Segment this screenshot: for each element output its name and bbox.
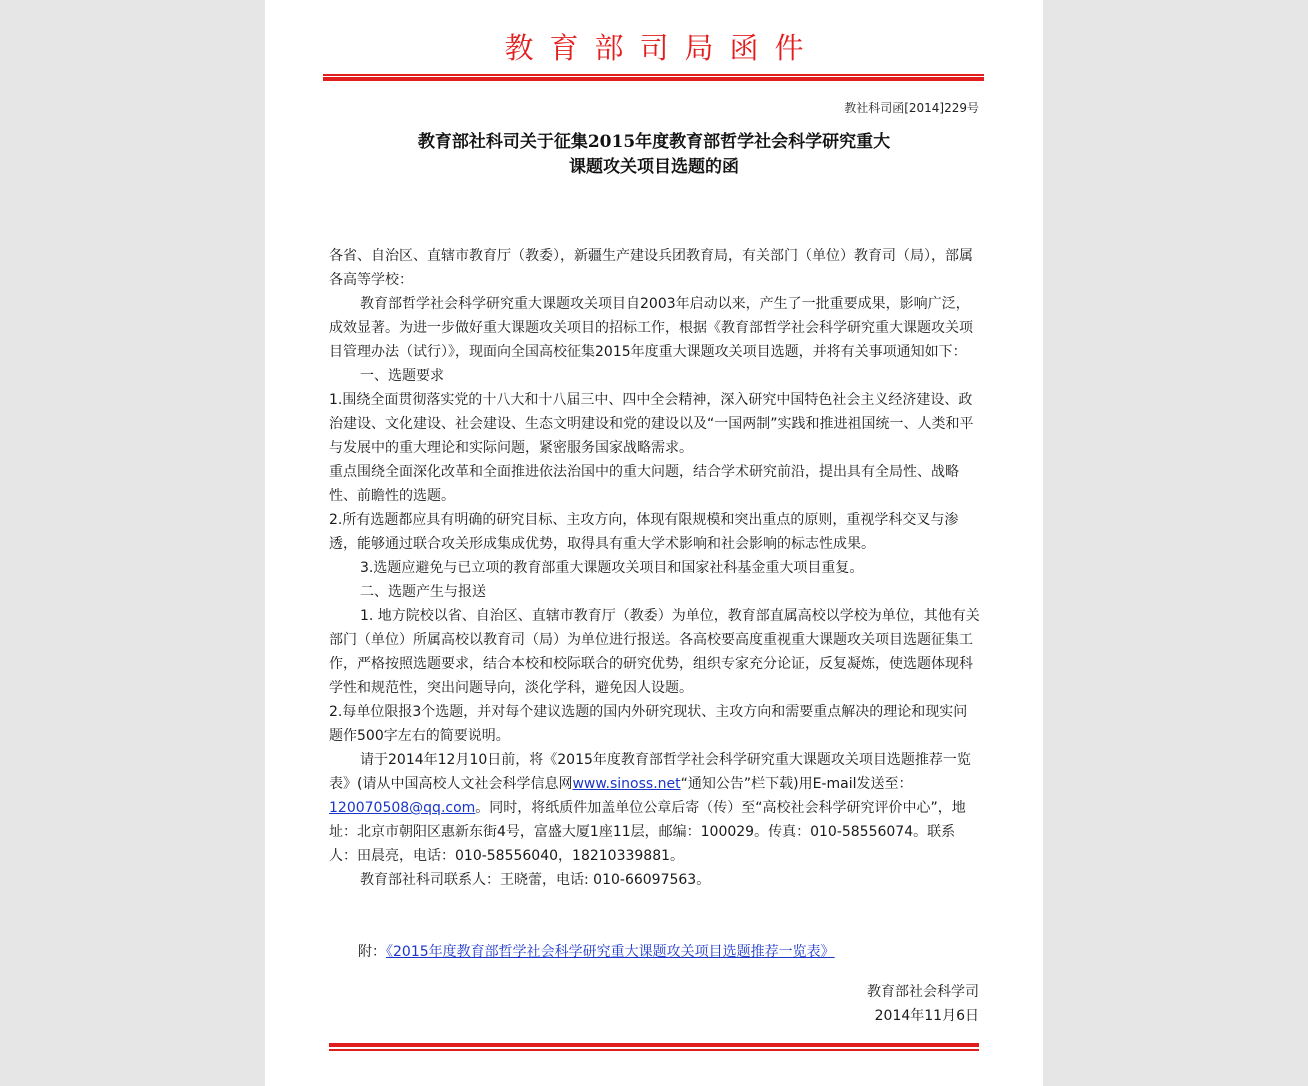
signature-date: 2014年11月6日 — [874, 1008, 979, 1024]
header-divider-thin — [323, 74, 984, 76]
letter-body — [329, 244, 981, 892]
document-page — [265, 0, 1043, 1086]
attachment-line — [358, 940, 835, 964]
document-number: 教社科司函[2014]229号 — [844, 101, 979, 115]
requirement-1-focus: 重点围绕全面深化改革和全面推进依法治国中的重大问题，结合学术研究前沿，提出具有全局性、战略性、前瞻性的选题。 — [329, 464, 959, 504]
submission-text-c: 。同时，将纸质件加盖单位公章后寄（传）至“高校社会科学研究评价中心”，地址：北京市朝阳区惠新东街4号，富盛大厦1座11层，邮编：100029。传真：010-58556074。联系人：田晨亮，电话：010-58556040，18210339881。 — [329, 800, 966, 864]
submission-instructions — [329, 748, 981, 868]
document-title-line-2: 课题攻关项目选题的函 — [569, 157, 739, 177]
footer-divider-thin — [329, 1049, 979, 1051]
sinoss-link[interactable]: www.sinoss.net — [572, 776, 681, 792]
office-contact: 教育部社科司联系人：王晓蕾，电话: 010-66097563。 — [360, 872, 711, 888]
submission-text-b: “通知公告”栏下载)用E-mail发送至： — [680, 776, 913, 792]
addressee: 各省、自治区、直辖市教育厅（教委），新疆生产建设兵团教育局，有关部门（单位）教育司（局），部属各高等学校： — [329, 248, 973, 288]
submission-2: 2.每单位限报3个选题，并对每个建议选题的国内外研究现状、主攻方向和需要重点解决的理论和现实问题作500字左右的简要说明。 — [329, 704, 968, 744]
document-title-line-1: 教育部社科司关于征集2015年度教育部哲学社会科学研究重大 — [417, 132, 891, 152]
section-heading-1: 一、选题要求 — [360, 368, 444, 384]
email-link[interactable]: 12007050​8@qq.com — [329, 800, 476, 816]
letterhead-title: 教育部司局函件 — [504, 31, 820, 65]
requirement-2: 2.所有选题都应具有明确的研究目标、主攻方向，体现有限规模和突出重点的原则，重视学科交叉与渗透，能够通过联合攻关形成集成优势，取得具有重大学术影响和社会影响的标志性成果。 — [329, 512, 959, 552]
attachment-link[interactable]: 《2015年度教育部哲学社会科学研究重大课题攻关项目选题推荐一览表》 — [386, 944, 835, 960]
signature-block — [867, 980, 979, 1028]
signature-org: 教育部社会科学司 — [867, 984, 979, 1000]
submission-text-a: 请于2014年12月10日前，将《2015年度教育部哲学社会科学研究重大课题攻关项目选题推荐一览表》(请从中国高校人文社会科学信息网 — [329, 752, 971, 792]
section-heading-2: 二、选题产生与报送 — [360, 584, 486, 600]
submission-1: 1. 地方院校以省、自治区、直辖市教育厅（教委）为单位，教育部直属高校以学校为单位，其他有关部门（单位）所属高校以教育司（局）为单位进行报送。各高校要高度重视重大课题攻关项目选题征集工作，严格按照选题要求，结合本校和校际联合的研究优势，组织专家充分论证，反复凝炼，使选题体现科学性和规范性，突出问题导向，淡化学科，避免因人设题。 — [329, 608, 980, 696]
attachment-prefix: 附： — [358, 944, 386, 960]
requirement-3: 3.选题应避免与已立项的教育部重大课题攻关项目和国家社科基金重大项目重复。 — [360, 560, 864, 576]
footer-divider-thick — [329, 1043, 979, 1047]
requirement-1: 1.围绕全面贯彻落实党的十八大和十八届三中、四中全会精神，深入研究中国特色社会主义经济建设、政治建设、文化建设、社会建设、生态文明建设和党的建设以及“一国两制”实践和推进祖国统一、人类和平与发展中的重大理论和实际问题，紧密服务国家战略需求。 — [329, 392, 974, 456]
header-divider-thick — [323, 77, 984, 81]
document-title — [265, 130, 1043, 180]
intro-paragraph: 教育部哲学社会科学研究重大课题攻关项目自2003年启动以来，产生了一批重要成果，影响广泛，成效显著。为进一步做好重大课题攻关项目的招标工作，根据《教育部哲学社会科学研究重大课题攻关项目管理办法（试行）》，现面向全国高校征集2015年度重大课题攻关项目选题，并将有关事项通知如下： — [329, 296, 973, 360]
